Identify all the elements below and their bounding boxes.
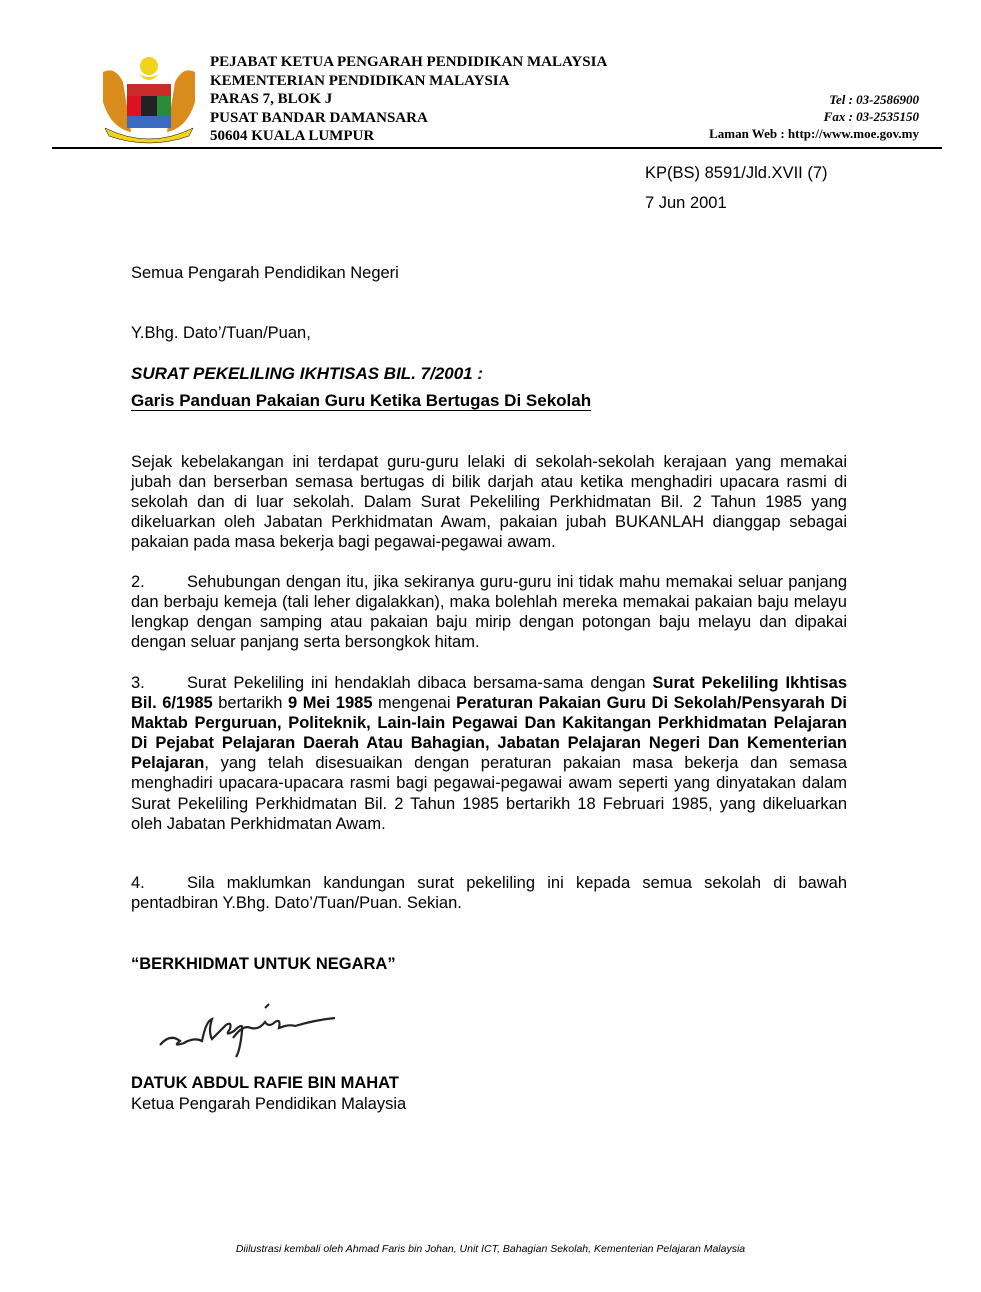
paragraph-2 — [131, 572, 847, 652]
letter-date: 7 Jun 2001 — [645, 194, 727, 212]
letterhead-contact — [709, 91, 919, 142]
paragraph-bold: Peraturan Pakaian Guru Di Sekolah/Pensyarah Di Maktab Perguruan, Politeknik, Lain-lain Pegawai Dan Kakitangan Perkhidmatan Pelajaran Di Pejabat Pelajaran Daerah Atau Bahagian, Jabatan Pelajaran Negeri Dan Kementerian Pelajaran — [131, 694, 847, 773]
letterhead-address — [210, 53, 607, 146]
signatory-title: Ketua Pengarah Pendidikan Malaysia — [131, 1095, 407, 1113]
paragraph-bold: Surat Pekeliling Ikhtisas Bil. 6/1985 — [131, 674, 848, 713]
coat-of-arms-logo — [95, 52, 203, 144]
paragraph-3 — [131, 673, 847, 834]
letterhead-line: 50604 KUALA LUMPUR — [210, 128, 375, 144]
letterhead-line: PUSAT BANDAR DAMANSARA — [210, 109, 428, 126]
letterhead-line: PEJABAT KETUA PENGARAH PENDIDIKAN MALAYSIA — [210, 54, 608, 70]
letterhead-line: KEMENTERIAN PENDIDIKAN MALAYSIA — [210, 72, 510, 89]
paragraph-number: 2. — [131, 573, 145, 591]
subject-subtitle: Garis Panduan Pakaian Guru Ketika Bertugas Di Sekolah — [131, 391, 592, 410]
signatory-name: DATUK ABDUL RAFIE BIN MAHAT — [131, 1074, 399, 1092]
motto: “BERKHIDMAT UNTUK NEGARA” — [131, 955, 396, 973]
paragraph-4 — [131, 873, 847, 913]
reference-number: KP(BS) 8591/Jld.XVII (7) — [645, 164, 828, 182]
recipient: Semua Pengarah Pendidikan Negeri — [131, 264, 399, 282]
paragraph-text: Sila maklumkan kandungan surat pekeliling ini kepada semua sekolah di bawah pentadbiran Y.Bhg. Dato’/Tuan/Puan. Sekian. — [131, 874, 847, 913]
salutation: Y.Bhg. Dato’/Tuan/Puan, — [131, 324, 311, 342]
paragraph-1: Sejak kebelakangan ini terdapat guru-guru lelaki di sekolah-sekolah kerajaan yang memakai jubah dan berserban semasa bertugas di bilik darjah atau ketika menghadiri upacara rasmi di sekolah dan di luar sekolah. Dalam Surat Pekeliling Perkhidmatan Bil. 2 Tahun 1985 yang dikeluarkan oleh Jabatan Perkhidmatan Awam, pakaian jubah BUKANLAH dianggap sebagai pakaian pada masa bekerja bagi pegawai-pegawai awam. — [131, 453, 847, 552]
letterhead-line: PARAS 7, BLOK J — [210, 91, 333, 107]
paragraph-text: bertarikh — [212, 694, 288, 713]
subject-title: SURAT PEKELILING IKHTISAS BIL. 7/2001 : — [131, 364, 484, 383]
paragraph-number: 3. — [131, 674, 145, 692]
footer-note: Diilustrasi kembali oleh Ahmad Faris bin Johan, Unit ICT, Bahagian Sekolah, Kementerian Pelajaran Malaysia — [235, 1243, 746, 1255]
signature — [155, 1000, 370, 1062]
website: Laman Web : http://www.moe.gov.my — [709, 126, 919, 141]
telephone: Tel : 03-2586900 — [829, 92, 919, 107]
fax: Fax : 03-2535150 — [823, 109, 919, 124]
paragraph-number: 4. — [131, 874, 145, 892]
paragraph-text: Sehubungan dengan itu, jika sekiranya guru-guru ini tidak mahu memakai seluar panjang dan berbaju kemeja (tali leher digalakkan), maka bolehlah mereka memakai pakaian baju melayu lengkap dengan samping atau pakaian baju mirip dengan potongan baju melayu dan dipakai dengan seluar panjang serta bersongkok hitam. — [131, 573, 847, 652]
paragraph-text: mengenai — [372, 694, 457, 713]
paragraph-text: Surat Pekeliling ini hendaklah dibaca bersama-sama dengan — [187, 674, 653, 692]
paragraph-bold: 9 Mei 1985 — [288, 694, 373, 713]
paragraph-text: , yang telah disesuaikan dengan peraturan pakaian masa bekerja dan semasa menghadiri upacara-upacara rasmi bagi pegawai-pegawai awam seperti yang dinyatakan dalam Surat Pekeliling Perkhidmatan Bil. 2 Tahun 1985 bertarikh 18 Februari 1985, yang dikeluarkan oleh Jabatan Perkhidmatan Awam. — [131, 754, 847, 833]
header-divider — [52, 147, 942, 149]
